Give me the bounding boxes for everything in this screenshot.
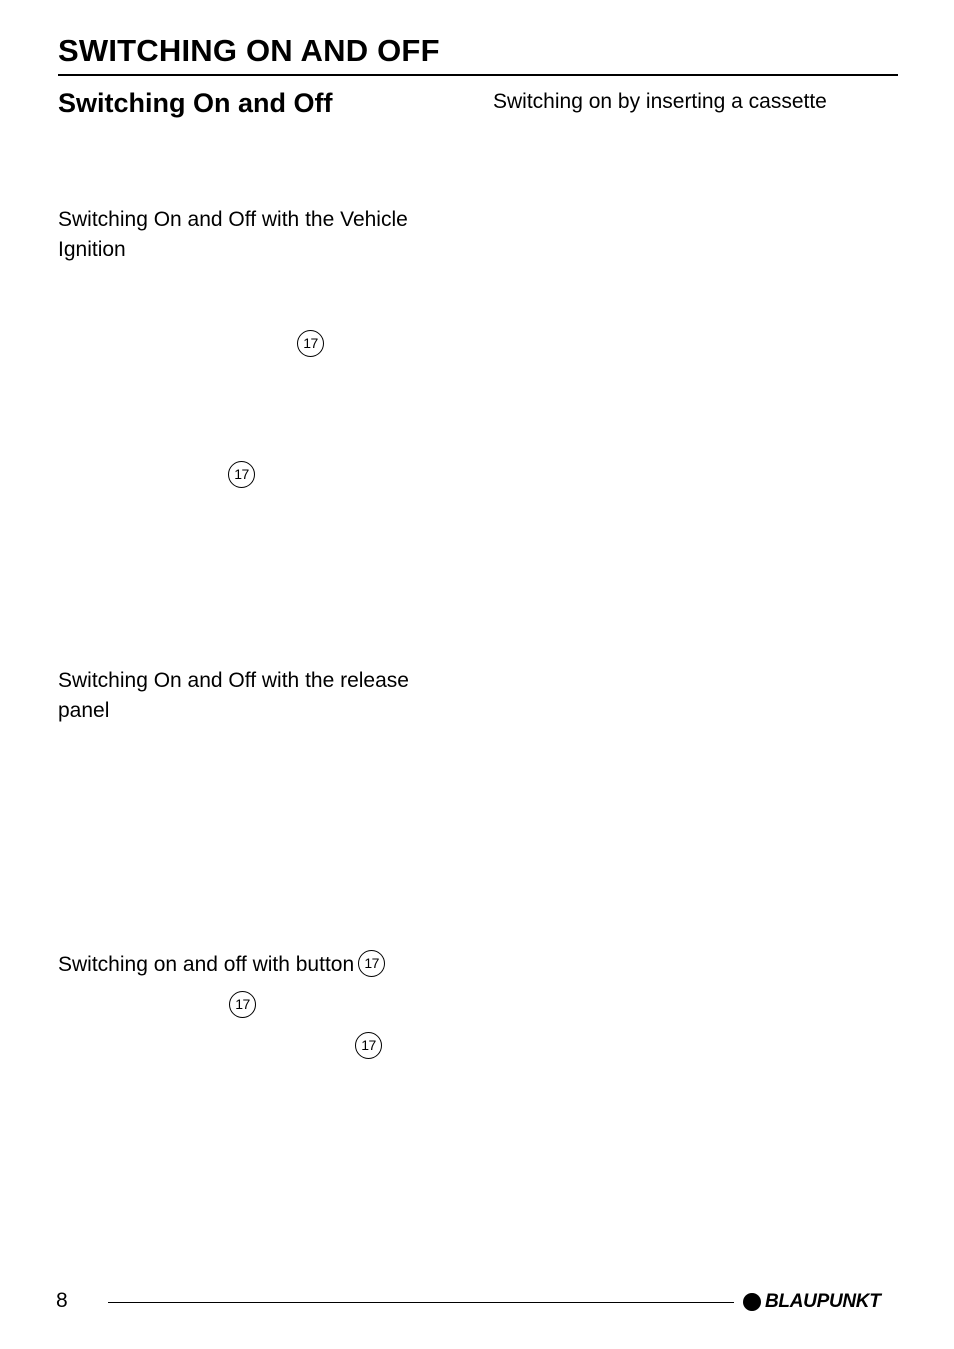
- callout-17-circle: 17: [355, 1032, 382, 1059]
- brand-logo: [743, 1291, 881, 1313]
- title-divider: [58, 74, 898, 76]
- subheading-release-panel: Switching On and Off with the release panel: [58, 669, 409, 722]
- callout-17-circle: 17: [229, 991, 256, 1018]
- callout-17-circle: 17: [297, 330, 324, 357]
- right-column-heading: Switching on by inserting a cassette: [493, 90, 827, 113]
- page-number: 8: [56, 1289, 68, 1312]
- callout-17-circle: 17: [228, 461, 255, 488]
- brand-dot-icon: [743, 1293, 761, 1311]
- subheading-vehicle-ignition: Switching On and Off with the Vehicle Ignition: [58, 208, 408, 261]
- page-title: SWITCHING ON AND OFF: [58, 33, 440, 68]
- subheading-button: [58, 950, 385, 980]
- section-heading: Switching On and Off: [58, 88, 333, 118]
- brand-name: BLAUPUNKT: [765, 1291, 881, 1312]
- callout-17-circle: 17: [358, 950, 385, 977]
- subheading-button-label: Switching on and off with button: [58, 953, 355, 976]
- footer-divider: [108, 1302, 734, 1303]
